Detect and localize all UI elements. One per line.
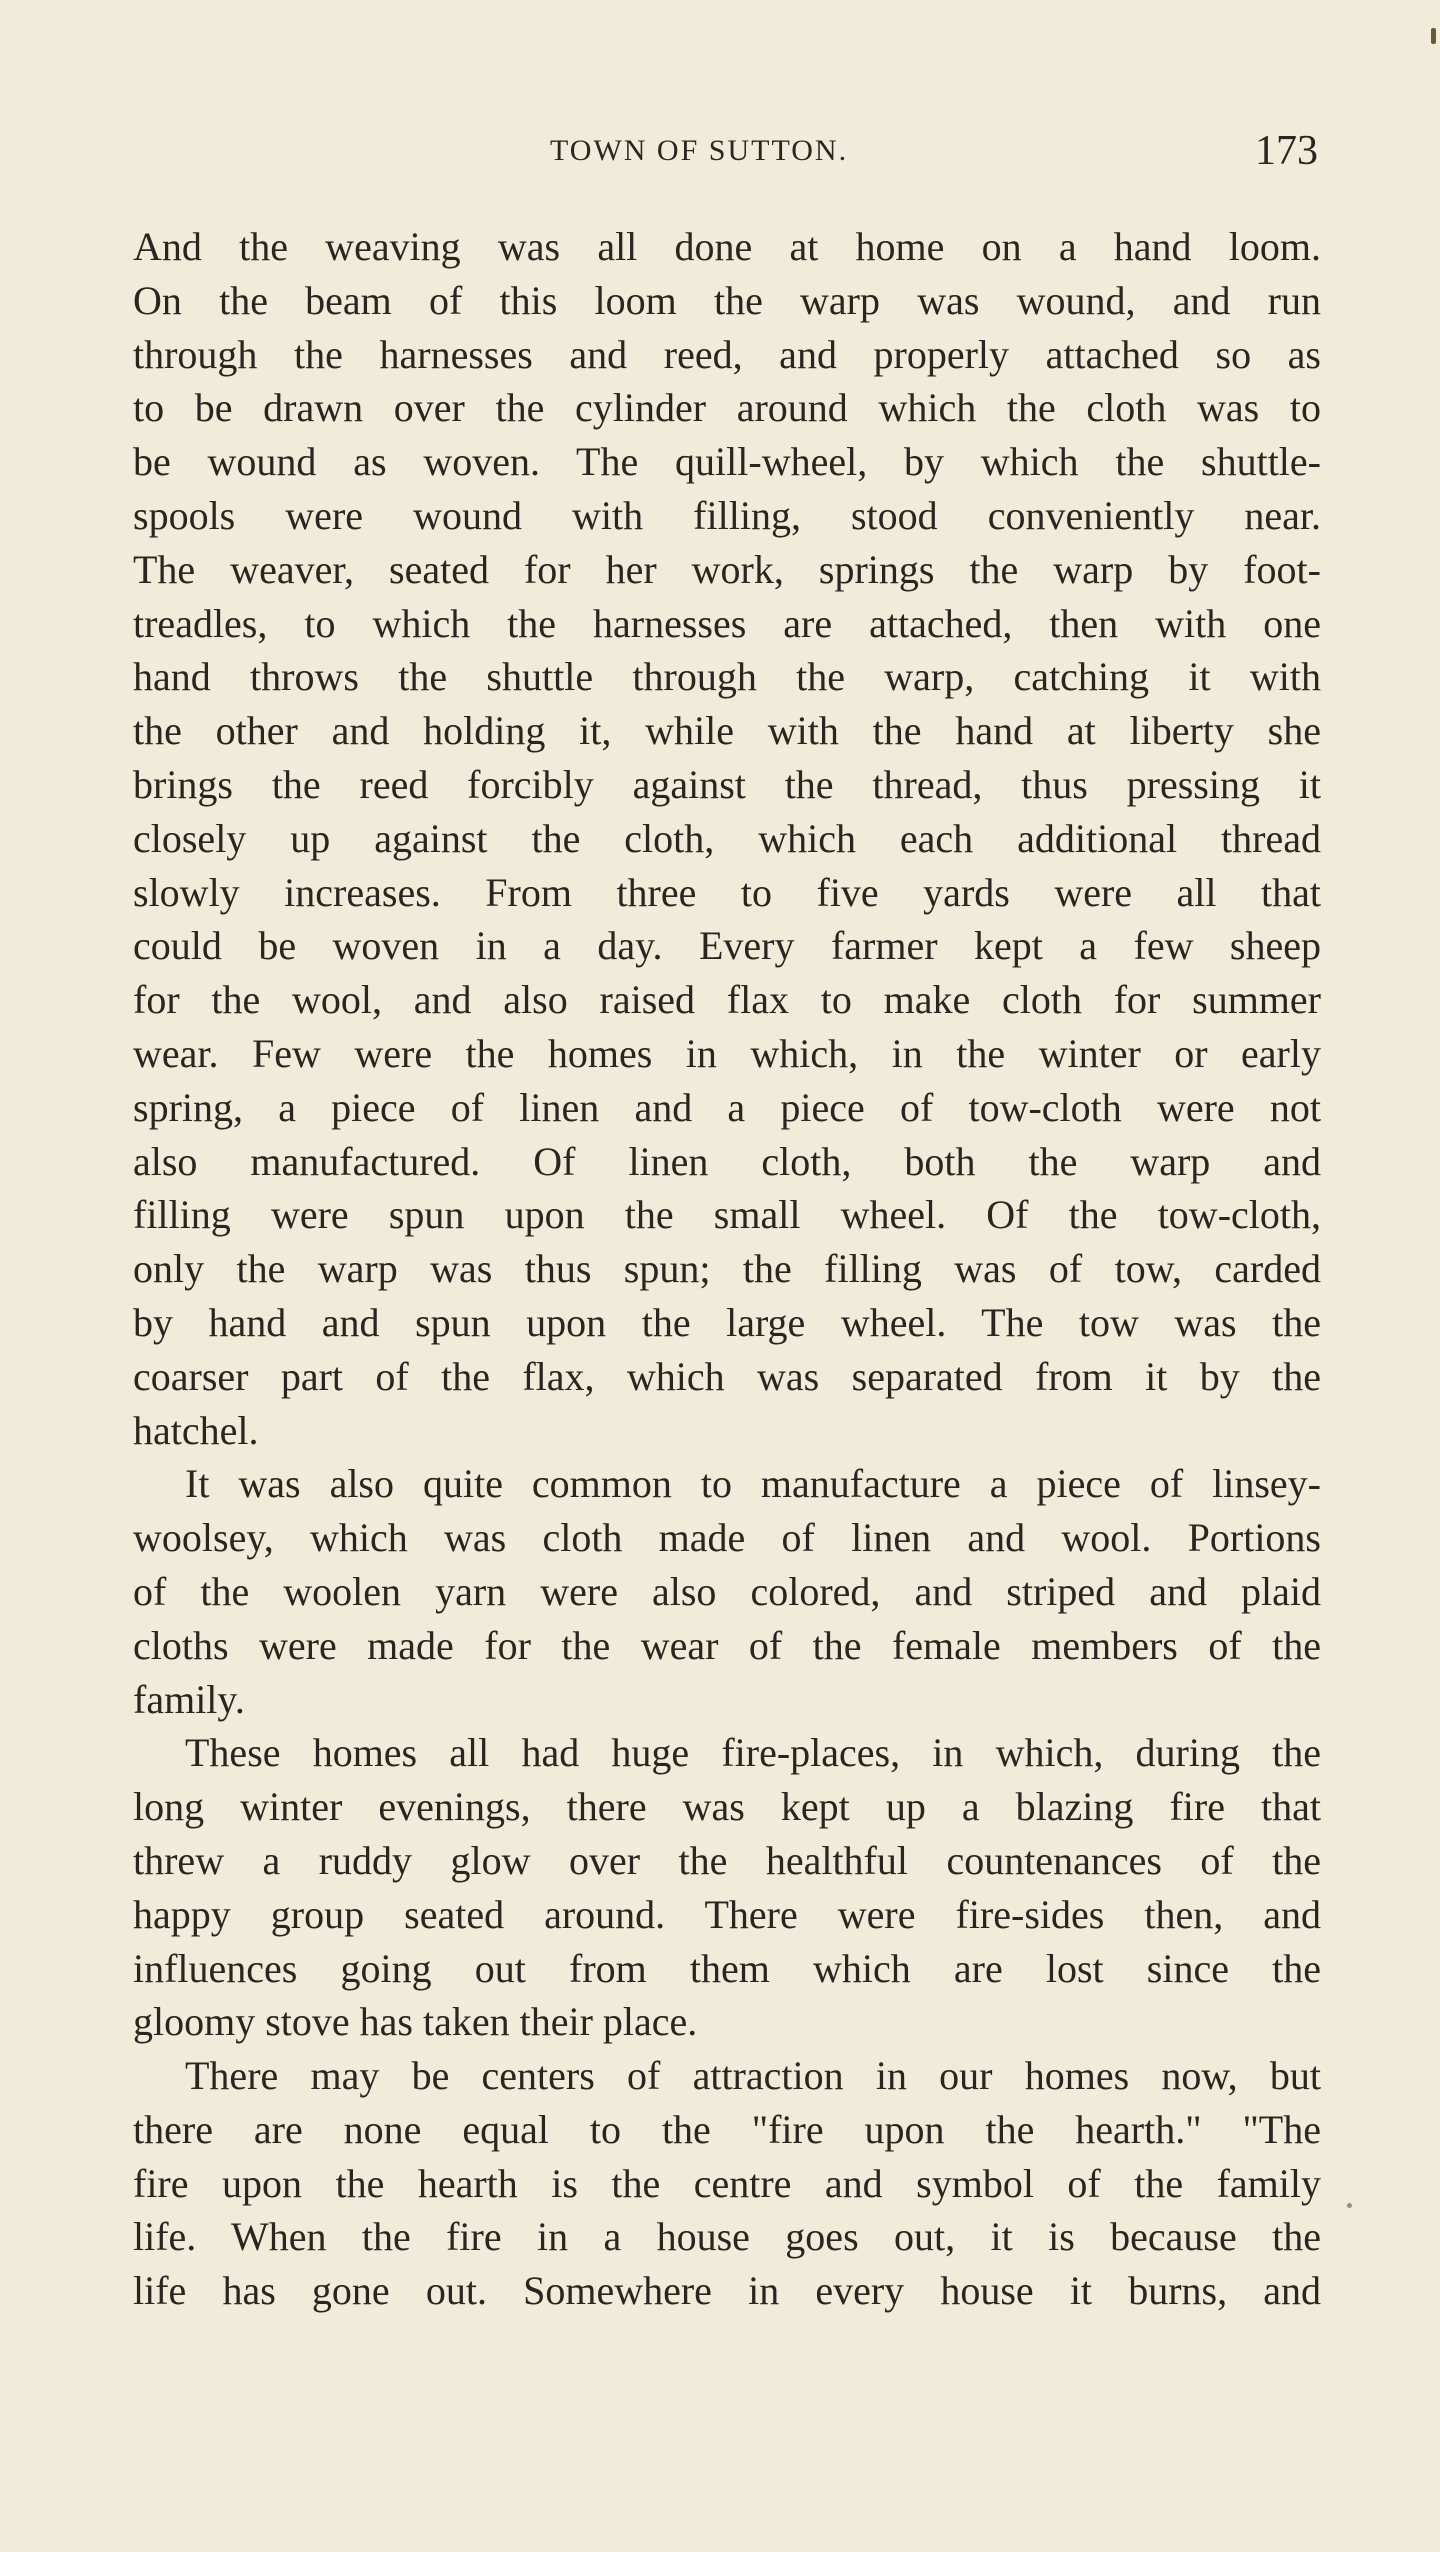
- text-line: hand throws the shuttle through the warp, catching it with: [133, 654, 1321, 700]
- text-line: treadles, to which the harnesses are attached, then with one: [133, 600, 1321, 646]
- text-line: influences going out from them which are lost since the: [133, 1945, 1321, 1991]
- text-line: slowly increases. From three to five yards were all that: [133, 869, 1321, 915]
- text-line: could be woven in a day. Every farmer kept a few sheep: [133, 923, 1321, 969]
- paragraph-last-line: family.: [133, 1676, 245, 1722]
- text-line: to be drawn over the cylinder around which the cloth was to: [133, 385, 1321, 431]
- text-line: be wound as woven. The quill-wheel, by which the shuttle-: [133, 439, 1321, 485]
- text-line: coarser part of the flax, which was separated from it by the: [133, 1353, 1321, 1399]
- page-number: 173: [1255, 128, 1318, 174]
- text-line: woolsey, which was cloth made of linen and wool. Portions: [133, 1515, 1321, 1561]
- text-line: spools were wound with filling, stood conveniently near.: [133, 492, 1321, 538]
- paragraph-first-line: There may be centers of attraction in our homes now, but: [185, 2053, 1321, 2099]
- text-line: of the woolen yarn were also colored, and striped and plaid: [133, 1568, 1321, 1614]
- text-line: there are none equal to the "fire upon the hearth." "The: [133, 2106, 1321, 2152]
- text-line: filling were spun upon the small wheel. Of the tow-cloth,: [133, 1192, 1321, 1238]
- text-line: life has gone out. Somewhere in every house it burns, and: [133, 2268, 1321, 2314]
- running-head: [0, 126, 1440, 176]
- paragraph-last-line: gloomy stove has taken their place.: [133, 1999, 698, 2045]
- paragraph-last-line: hatchel.: [133, 1407, 259, 1453]
- text-line: also manufactured. Of linen cloth, both the warp and: [133, 1138, 1321, 1184]
- text-line: happy group seated around. There were fire-sides then, and: [133, 1891, 1321, 1937]
- text-line: for the wool, and also raised flax to make cloth for summer: [133, 977, 1321, 1023]
- text-line: by hand and spun upon the large wheel. The tow was the: [133, 1299, 1321, 1345]
- text-line: only the warp was thus spun; the filling was of tow, carded: [133, 1246, 1321, 1292]
- paragraph-first-line: It was also quite common to manufacture a piece of linsey-: [185, 1461, 1321, 1507]
- text-line: the other and holding it, while with the hand at liberty she: [133, 708, 1321, 754]
- text-line: wear. Few were the homes in which, in the winter or early: [133, 1030, 1321, 1076]
- text-line: through the harnesses and reed, and properly attached so as: [133, 331, 1321, 377]
- text-line: threw a ruddy glow over the healthful countenances of the: [133, 1837, 1321, 1883]
- text-line: fire upon the hearth is the centre and symbol of the family: [133, 2160, 1321, 2206]
- paragraph-first-line: These homes all had huge fire-places, in which, during the: [185, 1730, 1321, 1776]
- text-line: cloths were made for the wear of the female members of the: [133, 1622, 1321, 1668]
- text-line: On the beam of this loom the warp was wound, and run: [133, 277, 1321, 323]
- text-line: brings the reed forcibly against the thread, thus pressing it: [133, 761, 1321, 807]
- text-line: closely up against the cloth, which each additional thread: [133, 815, 1321, 861]
- text-line: long winter evenings, there was kept up a blazing fire that: [133, 1784, 1321, 1830]
- text-line: life. When the fire in a house goes out, it is because the: [133, 2214, 1321, 2260]
- running-head-title: TOWN OF SUTTON.: [550, 134, 849, 167]
- text-line: The weaver, seated for her work, springs the warp by foot-: [133, 546, 1321, 592]
- page-edge-mark: [1431, 28, 1436, 44]
- margin-speck: [1347, 2203, 1352, 2208]
- body-text: [133, 220, 1321, 2318]
- text-line: spring, a piece of linen and a piece of tow-cloth were not: [133, 1084, 1321, 1130]
- text-line: And the weaving was all done at home on a hand loom.: [133, 224, 1321, 269]
